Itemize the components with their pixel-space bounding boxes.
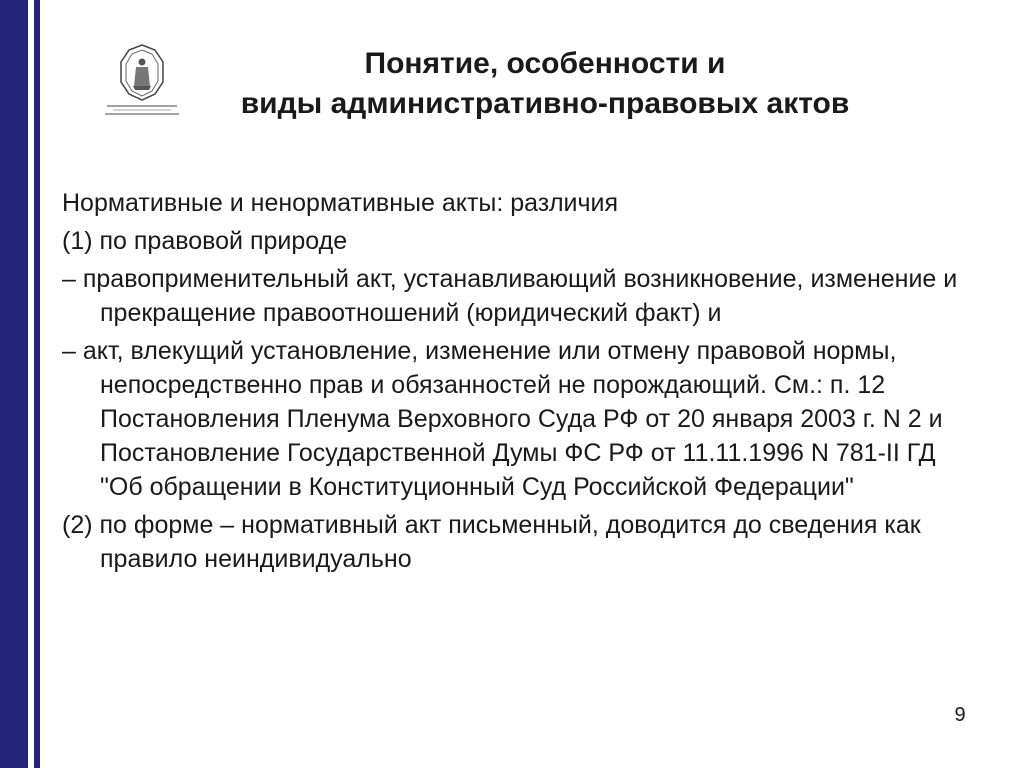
page-number: 9 [954, 704, 966, 726]
body-paragraph-1: Нормативные и ненормативные акты: различия [62, 189, 619, 217]
title-line-2: виды административно-правовых актов [240, 87, 850, 120]
title-line-1: Понятие, особенности и [364, 47, 726, 80]
left-thin-stripe [34, 0, 40, 768]
body-paragraph-2: (1) по правовой природе [62, 227, 348, 255]
body-paragraph-5: (2) по форме – нормативный акт письменный, доводится до сведения как правило неиндивидуально [62, 511, 921, 573]
body-paragraph-3: – правоприменительный акт, устанавливающий возникновение, изменение и прекращение правоотношений (юридический факт) и [62, 265, 958, 327]
body-paragraph-4: – акт, влекущий установление, изменение или отмену правовой нормы, непосредственно прав и обязанностей не порождающий. См.: п. 12 Постановления Пленума Верховного Суда РФ от 20 января 2003 г. N 2 и Постановление Государственной Думы ФС РФ от 11.11.1996 N 781-II ГД "Об обращении в Конституционный Суд Российской Федерации" [62, 337, 943, 501]
university-emblem-icon [103, 42, 181, 118]
slide-title [180, 44, 910, 124]
slide-body [62, 186, 962, 580]
left-accent-stripe [0, 0, 28, 768]
